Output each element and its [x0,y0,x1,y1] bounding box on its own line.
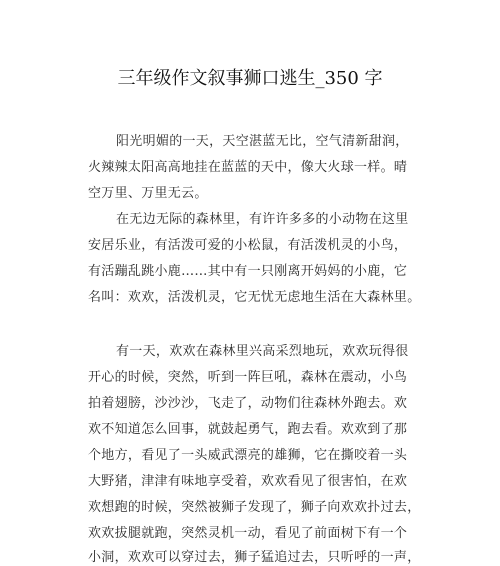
document-title: 三年级作文叙事狮口逃生_350 字 [117,68,383,89]
paragraph-2-line-4: 名叫：欢欢，活泼机灵，它无忧无虑地生活在大森林里。 [88,290,421,305]
paragraph-3-line-4: 欢不知道怎么回事，就鼓起勇气，跑去看。欢欢到了那 [88,422,408,437]
paragraph-1-line-3: 空万里、万里无云。 [88,186,208,201]
paragraph-3-line-3: 拍着翅膀，沙沙沙，飞走了，动物们往森林外跑去。欢 [88,396,408,411]
paragraph-3-line-9: 小洞，欢欢可以穿过去，狮子猛追过去，只听呼的一声， [88,550,421,565]
paragraph-2-line-2: 安居乐业，有活泼可爱的小松鼠，有活泼机灵的小鸟， [88,238,408,253]
paragraph-3-line-2: 开心的时候，突然，听到一阵巨吼，森林在震动，小鸟 [88,370,408,385]
paragraph-2-line-3: 有活蹦乱跳小鹿……其中有一只刚离开妈妈的小鹿，它 [88,264,408,279]
paragraph-3-line-7: 欢想跑的时候，突然被狮子发现了，狮子向欢欢扑过去， [88,500,421,515]
paragraph-3-line-8: 欢欢拔腿就跑，突然灵机一动，看见了前面树下有一个 [88,526,408,541]
paragraph-2-line-1: 在无边无际的森林里，有许许多多的小动物在这里 [116,212,409,227]
paragraph-3-line-6: 大野猪，津津有味地享受着，欢欢看见了很害怕，在欢 [88,474,408,489]
paragraph-3-line-5: 个地方，看见了一头威武漂亮的雄狮，它在撕咬着一头 [88,448,408,463]
paragraph-1-line-2: 火辣辣太阳高高地挂在蓝蓝的天中，像大火球一样。晴 [88,160,408,175]
paragraph-1-line-1: 阳光明媚的一天，天空湛蓝无比，空气清新甜润， [116,134,409,149]
paragraph-3-line-1: 有一天，欢欢在森林里兴高采烈地玩，欢欢玩得很 [116,344,409,359]
